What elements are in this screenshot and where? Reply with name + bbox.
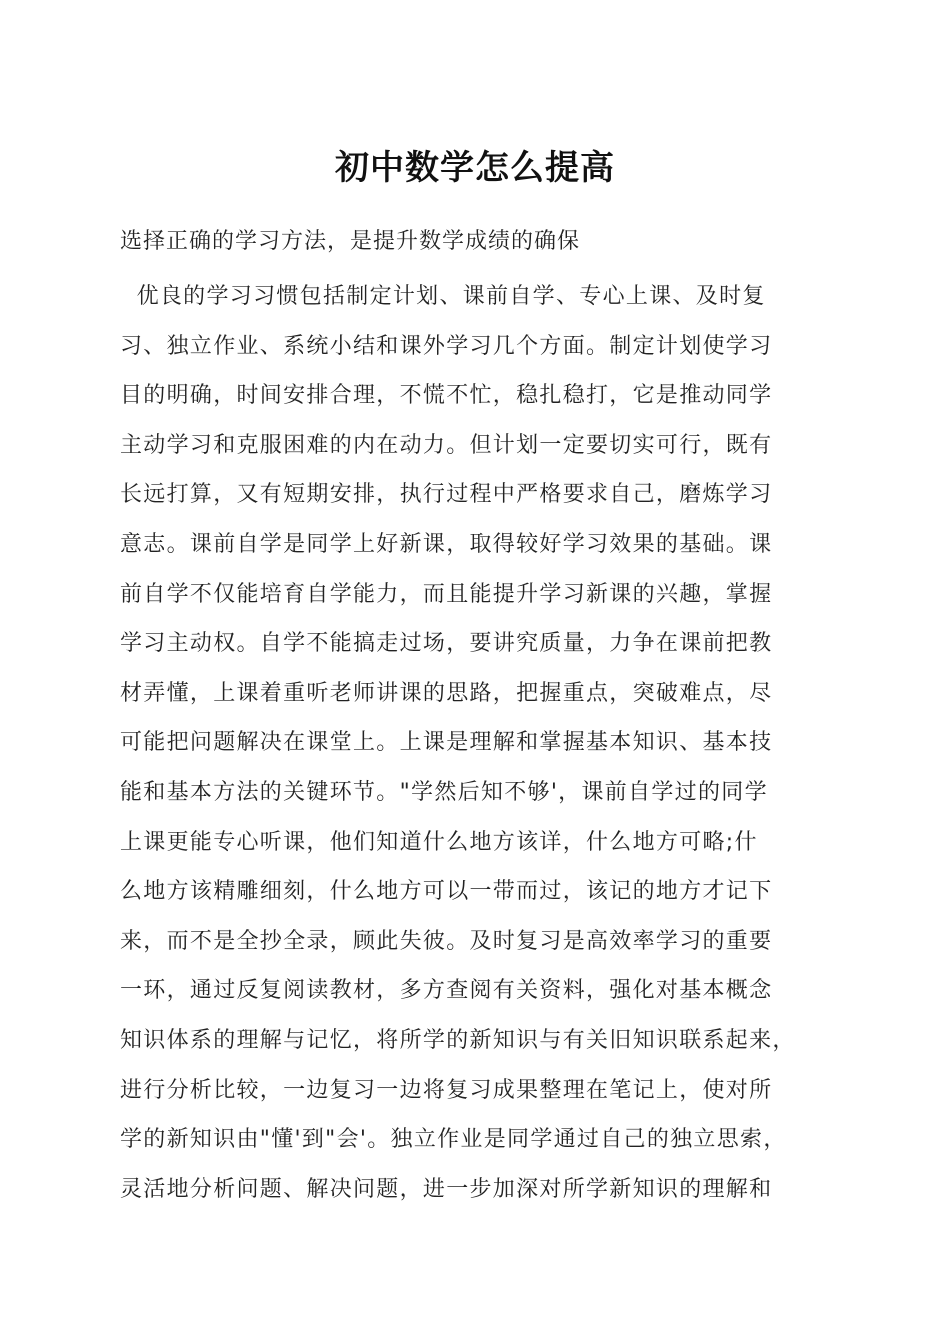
paragraph-line: 意志。课前自学是同学上好新课，取得较好学习效果的基础。课 xyxy=(120,531,773,557)
paragraph-line: 习、独立作业、系统小结和课外学习几个方面。制定计划使学习 xyxy=(120,333,773,359)
paragraph-line: 进行分析比较，一边复习一边将复习成果整理在笔记上，使对所 xyxy=(120,1077,773,1103)
body-paragraph xyxy=(120,272,840,1214)
paragraph-line: 学的新知识由"懂'到"会'。独立作业是同学通过自己的独立思索， xyxy=(120,1127,787,1153)
paragraph-line: 一环，通过反复阅读教材，多方查阅有关资料，强化对基本概念 xyxy=(120,978,773,1004)
paragraph-line: 长远打算，又有短期安排，执行过程中严格要求自己，磨炼学习 xyxy=(120,482,773,508)
paragraph-line: 么地方该精雕细刻，什么地方可以一带而过，该记的地方才记下 xyxy=(120,879,773,905)
paragraph-line: 主动学习和克服困难的内在动力。但计划一定要切实可行，既有 xyxy=(120,432,773,458)
paragraph-line: 前自学不仅能培育自学能力，而且能提升学习新课的兴趣，掌握 xyxy=(120,581,773,607)
document-title: 初中数学怎么提高 xyxy=(335,148,615,188)
paragraph-line: 材弄懂，上课着重听老师讲课的思路，把握重点，突破难点，尽 xyxy=(120,680,773,706)
paragraph-line: 来，而不是全抄全录，顾此失彼。及时复习是高效率学习的重要 xyxy=(120,928,773,954)
paragraph-line: 上课更能专心听课，他们知道什么地方该详，什么地方可略;什 xyxy=(120,829,758,855)
paragraph-line: 能和基本方法的关键环节。"学然后知不够'，课前自学过的同学 xyxy=(120,779,768,805)
paragraph-line: 学习主动权。自学不能搞走过场，要讲究质量，力争在课前把教 xyxy=(120,631,773,657)
document-subtitle: 选择正确的学习方法，是提升数学成绩的确保 xyxy=(120,229,581,254)
paragraph-line: 灵活地分析问题、解决问题，进一步加深对所学新知识的理解和 xyxy=(120,1176,773,1202)
paragraph-line: 可能把问题解决在课堂上。上课是理解和掌握基本知识、基本技 xyxy=(120,730,773,756)
paragraph-line: 目的明确，时间安排合理，不慌不忙，稳扎稳打，它是推动同学 xyxy=(120,383,773,409)
paragraph-line: 优良的学习习惯包括制定计划、课前自学、专心上课、及时复 xyxy=(120,284,766,309)
paragraph-line: 知识体系的理解与记忆，将所学的新知识与有关旧知识联系起来， xyxy=(120,1027,796,1053)
